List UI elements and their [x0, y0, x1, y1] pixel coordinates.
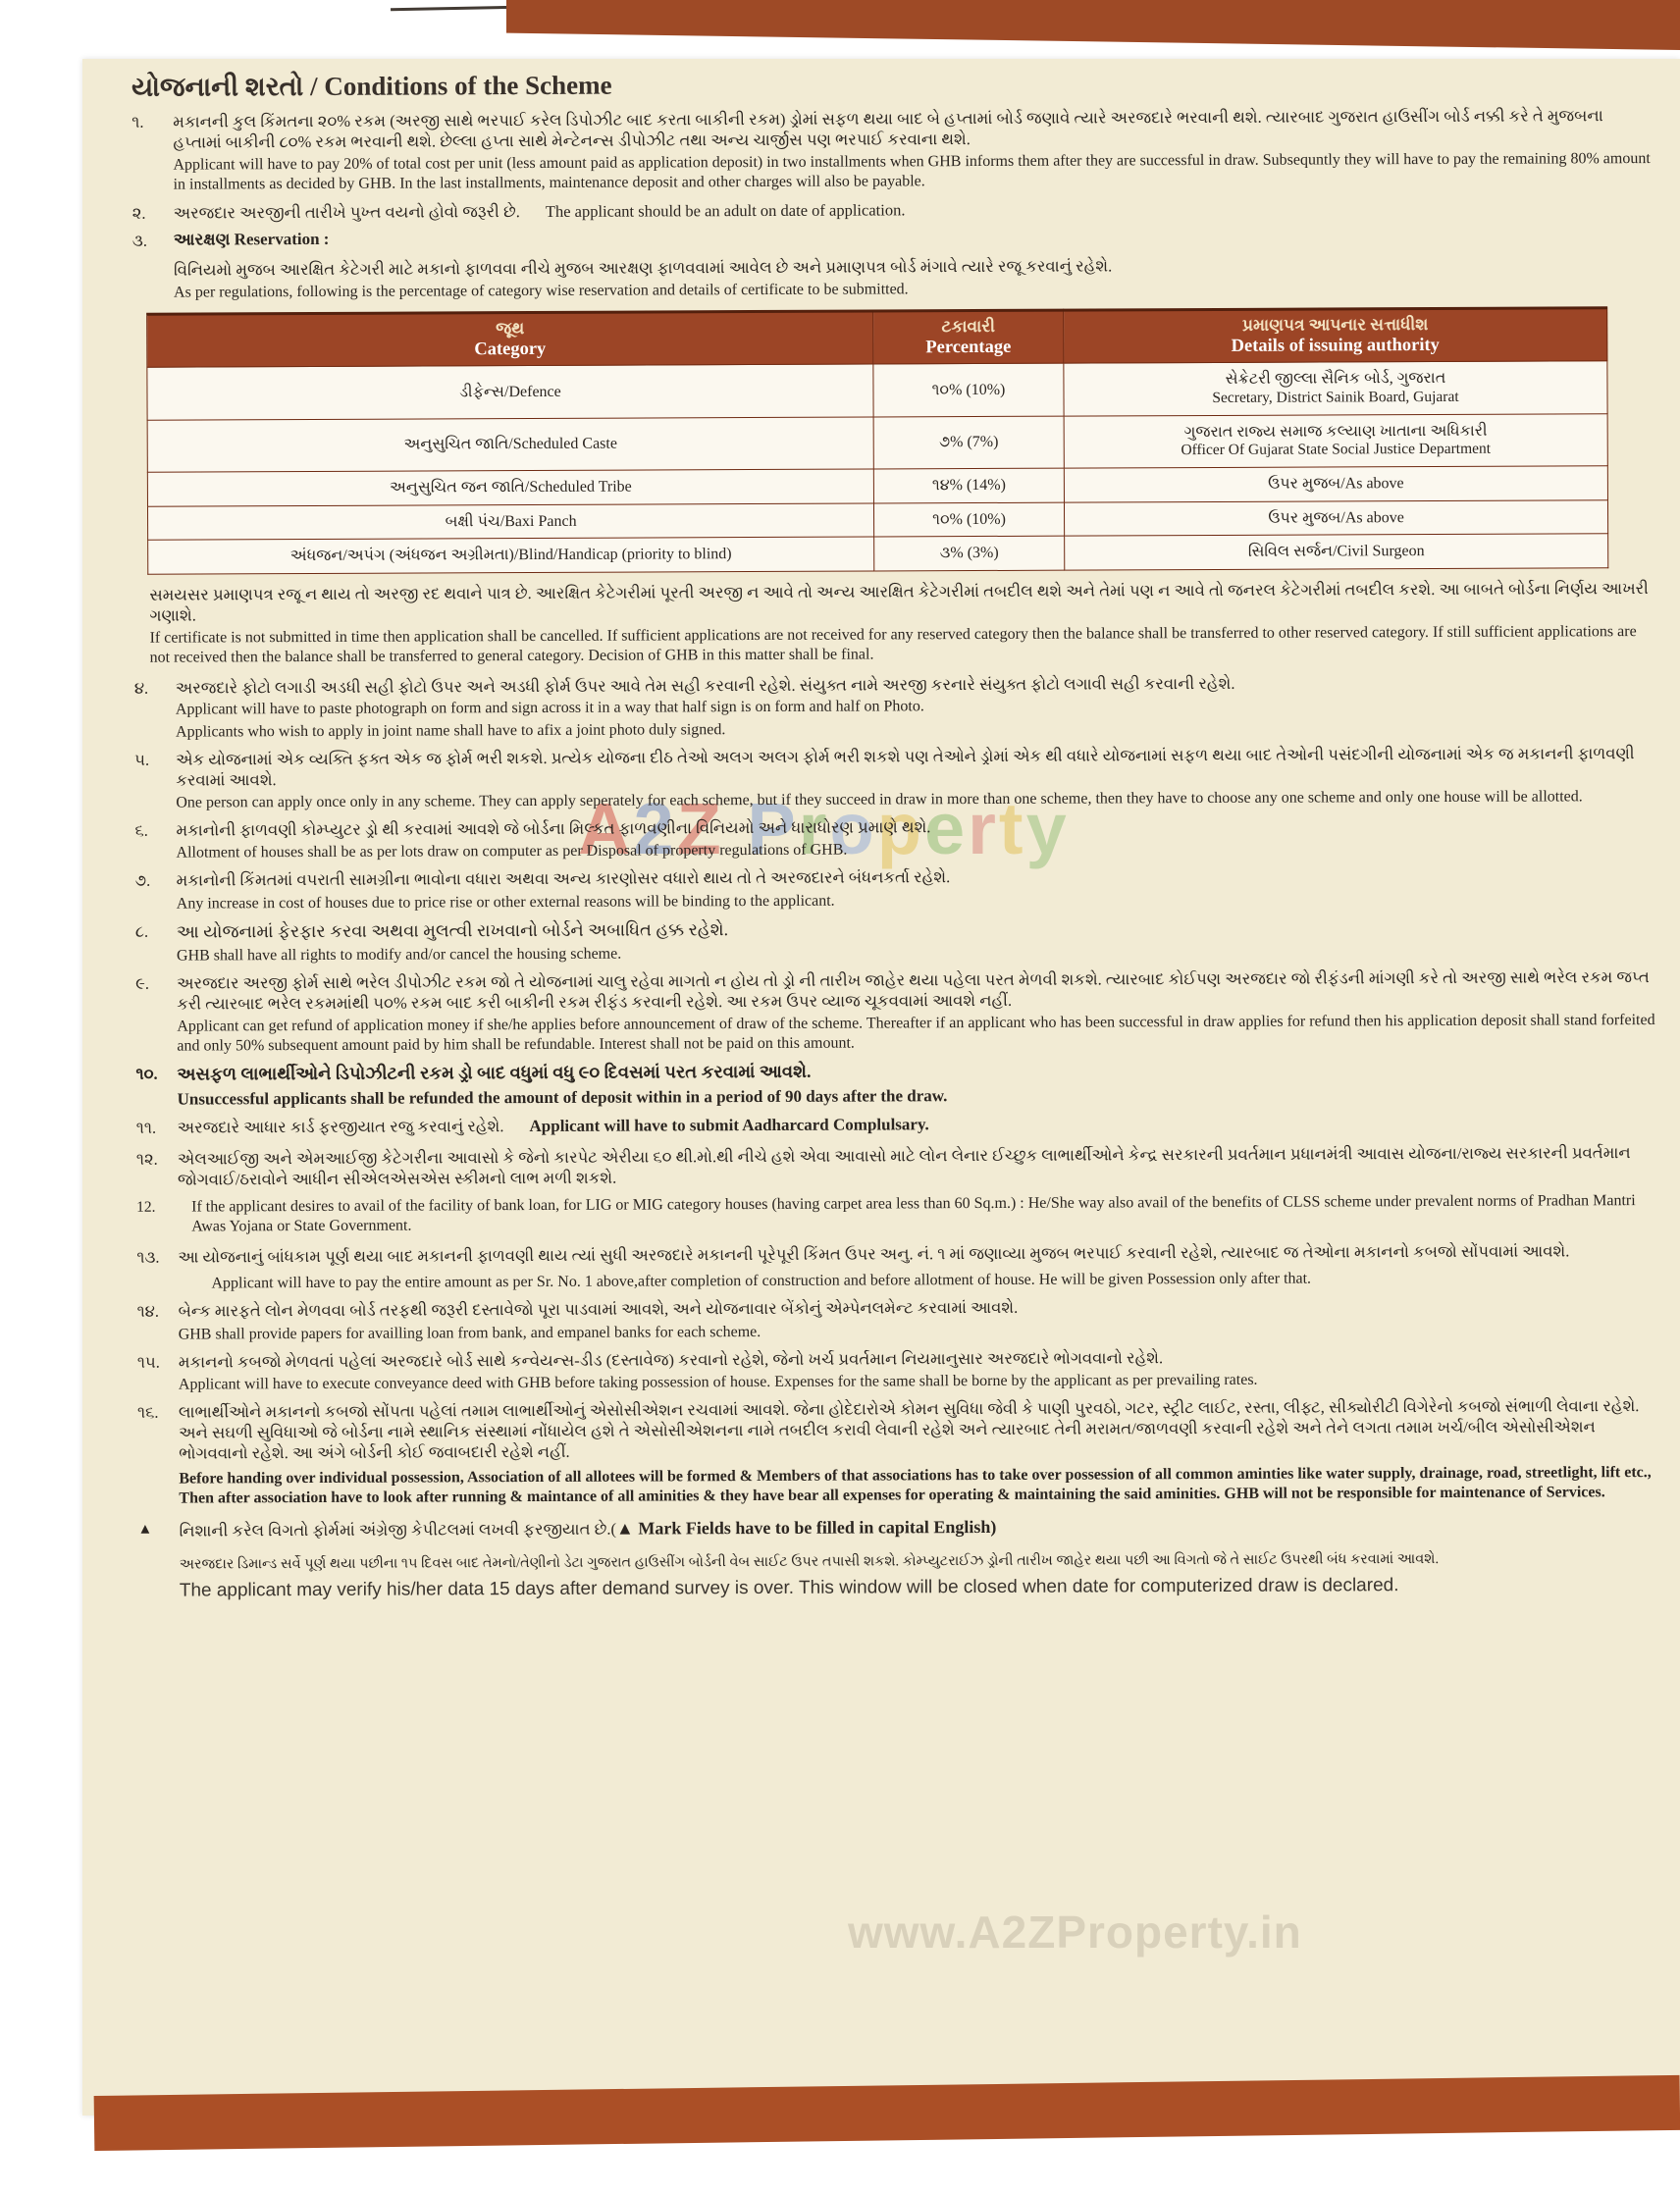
reservation-intro-gujarati: વિનિયમો મુજબ આરક્ષિત કેટેગરી માટે મકાનો ફાળવવા નીચે મુજબ આરક્ષણ ફાળવવામાં આવેલ છે અને પ્રમાણપત્ર બોર્ડ મંગાવે ત્યારે રજૂ કરવાનું રહેશે. — [173, 256, 1113, 280]
condition-15-english: Applicant will have to execute conveyance deed with GHB before taking possession of house. Expenses for the same shall be borne by the applicant as per prevailing rates. — [178, 1371, 1258, 1393]
reservation-heading-english: Reservation : — [234, 229, 330, 248]
a2z-url-watermark: www.A2ZProperty.in — [848, 1907, 1302, 1958]
condition-16-english: Before handing over individual possession, Association of all allotees will be formed & Members of that associations has to take over possession of all common aminties like water supply, drainage, road, streetlight, lift etc., Then after association have to look after running & maintance of all aminities & they have bear all expenses for operating & maintaining the said aminities. GHB will not be responsible for maintenance of Services. — [179, 1464, 1652, 1508]
cell-percentage: ૧૪% (14%) — [873, 468, 1064, 502]
condition-2-number: ૨. — [131, 203, 146, 223]
cell-authority: ગુજરાત રાજ્ય સમાજ કલ્યાણ ખાતાના અધિકારી Officer Of Gujarat State Social Justice Department — [1064, 414, 1607, 469]
condition-2-gujarati: અરજદાર અરજીની તારીખે પુખ્ત વયનો હોવો જરૂરી છે. — [173, 201, 520, 223]
condition-13-english: Applicant will have to pay the entire amount as per Sr. No. 1 above,after completion of construction and before allotment of house. He will be given Possession only after that. — [211, 1270, 1312, 1292]
condition-6-gujarati: મકાનોની ફાળવણી કોમ્પ્યુટર ડ્રો થી કરવામાં આવશે જે બોર્ડના મિલ્કત ફાળવણીના વિનિયમો અને ધારાધોરણ પ્રમાણે થશે. — [176, 817, 931, 840]
condition-5-english: One person can apply once only in any scheme. They can apply seperately for each scheme, but if they succeed in draw in more than one scheme, then they have to choose any one scheme and only one house will be allotted. — [176, 788, 1583, 811]
condition-5-gujarati: એક યોજનામાં એક વ્યક્તિ ફક્ત એક જ ફોર્મ ભરી શકશે. પ્રત્યેક યોજના દીઠ તેઓ અલગ અલગ ફોર્મ ભરી શકશે પણ તેઓને ડ્રોમાં એક થી વધારે યોજનામાં સફળ થયા બાદ તેઓની પસંદગીની યોજનામાં એક જ મકાનની ફાળવણી કરવામાં આવશે. — [176, 743, 1635, 790]
triangle-icon: ▲ — [137, 1521, 153, 1538]
page-title — [131, 66, 1654, 104]
condition-10-gujarati: અસફળ લાભાર્થીઓને ડિપોઝીટની રકમ ડ્રો બાદ વધુમાં વધુ ૯૦ દિવસમાં પરત કરવામાં આવશે. — [177, 1062, 812, 1085]
condition-4-english-2: Applicants who wish to apply in joint name shall have to afix a joint photo duly signed. — [175, 720, 726, 741]
condition-1 — [131, 105, 1654, 195]
condition-14 — [137, 1294, 1660, 1344]
condition-7-english: Any increase in cost of houses due to price rise or other external reasons will be binding to the applicant. — [176, 892, 835, 913]
condition-10 — [135, 1057, 1658, 1110]
mark-note-gujarati: નિશાની કરેલ વિગતો ફોર્મમાં અંગ્રેજી કેપીટલમાં લખવી ફરજીયાત છે.( — [179, 1519, 617, 1541]
footer-english: The applicant may verify his/her data 15 days after demand survey is over. This window will be closed when date for computerized draw is declared. — [179, 1575, 1399, 1602]
condition-12-number: ૧૨. — [135, 1149, 158, 1169]
condition-5 — [134, 743, 1657, 813]
condition-4-number: ૪. — [133, 679, 149, 699]
reservation-table — [146, 306, 1608, 574]
condition-16 — [137, 1395, 1660, 1509]
condition-11-number: ૧૧. — [135, 1118, 157, 1137]
table-note-english: If certificate is not submitted in time then application shall be cancelled. If sufficient applications are not received for any reserved category then the balance shall be transferred to other reserved category. If still sufficient applications are not received then the balance shall be transferred to general category. Decision of GHB in this matter shall be final. — [149, 623, 1637, 666]
condition-12-english-block — [136, 1191, 1659, 1237]
condition-8-english: GHB shall have all rights to modify and/or cancel the housing scheme. — [176, 945, 622, 965]
cell-category: અંધજન/અપંગ (અંધજન અગ્રીમતા)/Blind/Handicap (priority to blind) — [148, 537, 874, 574]
condition-13 — [136, 1240, 1659, 1294]
cell-percentage: ૭% (7%) — [873, 416, 1064, 469]
condition-4-english-1: Applicant will have to paste photograph on form and sign across it in a way that half sign is on form and half on Photo. — [175, 697, 924, 718]
condition-12-gujarati-block — [136, 1142, 1659, 1190]
title-divider: / — [309, 71, 318, 101]
condition-1-number: ૧. — [131, 112, 144, 131]
condition-11-gujarati: અરજદારે આધાર કાર્ડ ફરજીયાત રજુ કરવાનું રહેશે. — [177, 1117, 504, 1137]
cell-percentage: ૩% (3%) — [874, 536, 1065, 570]
condition-6-english: Allotment of houses shall be as per lots draw on computer as per Disposal of property regulations of GHB. — [176, 841, 848, 862]
condition-9-number: ૯. — [135, 973, 150, 993]
condition-16-number: ૧૬. — [136, 1402, 159, 1422]
condition-14-english: GHB shall provide papers for availling loan from bank, and empanel banks for each scheme. — [178, 1323, 761, 1343]
cell-category: બક્ષી પંચ/Baxi Panch — [147, 503, 873, 541]
condition-14-gujarati: બેન્ક મારફતે લોન મેળવવા બોર્ડ તરફથી જરૂરી દસ્તાવેજો પૂરા પાડવામાં આવશે, અને યોજનાવાર બેંકોનું એમ્પેનલમેન્ટ કરવામાં આવશે. — [178, 1298, 1019, 1322]
condition-3 — [132, 224, 1655, 303]
reservation-heading-gujarati: આરક્ષણ — [173, 229, 231, 249]
cell-percentage: ૧૦% (10%) — [873, 502, 1064, 537]
title-gujarati: યોજનાની શરતો — [131, 72, 304, 102]
condition-5-number: ૫. — [134, 750, 150, 769]
cell-percentage: ૧૦% (10%) — [873, 364, 1064, 417]
condition-11-english: Applicant will have to submit Aadharcard Complulsary. — [529, 1115, 929, 1135]
mark-note-english: ▲ Mark Fields have to be filled in capital English) — [615, 1516, 997, 1539]
cell-category: ડીફેન્સ/Defence — [147, 364, 873, 420]
header-authority: પ્રમાણપત્ર આપનાર સત્તાધીશ Details of issuing authority — [1064, 308, 1607, 364]
page-content — [82, 52, 1680, 1603]
condition-1-english: Applicant will have to pay 20% of total cost per unit (less amount paid as application deposit) in two installments when GHB informs them after they are successful in draw. Subsequntly they will have to pay the remaining 80% amount in installments as decided by GHB. In the last installments, maintenance deposit and other charges will also be payable. — [173, 150, 1651, 193]
condition-6 — [134, 813, 1657, 863]
condition-15 — [137, 1345, 1660, 1395]
condition-1-gujarati: મકાનની કુલ કિંમતના ૨૦% રકમ (અરજી સાથે ભરપાઈ કરેલ ડિપોઝીટ બાદ કરતા બાકીની રકમ) ડ્રોમાં સફળ થયા બાદ બે હપ્તામાં બોર્ડ જણાવે ત્યારે અરજદારે ભરવાની થશે. ત્યારબાદ ગુજરાત હાઉસીંગ બોર્ડ નક્કી કરે તે મુજબના હપ્તામાં બાકીની ૮૦% રકમ ભરવાની થશે. છેલ્લા હપ્તા સાથે મેન્ટેનન્સ ડીપોઝીટ તથા અન્ય ચાર્જીસ પણ ભરપાઈ કરવાના થશે. — [173, 106, 1603, 152]
condition-9-gujarati: અરજદાર અરજી ફોર્મ સાથે ભરેલ ડીપોઝીટ રકમ જો તે યોજનામાં ચાલુ રહેવા માગતો ન હોય તો ડ્રો ની તારીખ જાહેર થયા પહેલા પરત મેળવી શકશે. ત્યારબાદ કોઈપણ અરજદાર જો રીફંડની માંગણી કરે તો અરજી સાથે ભરેલ રકમ જપ્ત કરી ત્યારબાદ ભરેલ રકમમાંથી ૫૦% રકમ બાદ કરી બાકીની રકમ રીફંડ કરવાની રહેશે. આ રકમ ઉપર વ્યાજ ચૂકવવામાં આવશે નહીં. — [177, 966, 1650, 1014]
condition-8-gujarati: આ યોજનામાં ફેરફાર કરવા અથવા મુલત્વી રાખવાનો બોર્ડને અબાધિત હક્ક રહેશે. — [176, 918, 729, 942]
condition-4 — [134, 671, 1657, 742]
condition-9-english: Applicant can get refund of application money if she/he applies before announcement of draw of the scheme. Thereafter if an applicant who has been successful in draw applies for refund then his application deposit shall stand forfeited and only 50% subsequent amount paid by him shall be refundable. Interest shall not be paid on this amount. — [177, 1012, 1655, 1055]
table-header-row — [147, 308, 1607, 368]
cell-authority: ઉપર મુજબ/As above — [1064, 500, 1607, 537]
cell-authority: સિવિલ સર્જન/Civil Surgeon — [1065, 534, 1608, 570]
condition-8 — [135, 914, 1658, 966]
cell-authority: ઉપર મુજબ/As above — [1064, 466, 1607, 502]
condition-13-number: ૧૩. — [136, 1247, 160, 1267]
document-page — [82, 59, 1680, 2116]
table-row — [147, 414, 1607, 473]
condition-15-number: ૧૫. — [136, 1352, 160, 1372]
a2z-watermark: A2Z Property — [578, 788, 1070, 869]
condition-12-english: If the applicant desires to avail of the facility of bank loan, for LIG or MIG category houses (having carpet area less than 60 Sq.m.) : He/She way also avail of the benefits of CLSS scheme under prevalent norms of Pradhan Mantri Awas Yojana or State Government. — [191, 1191, 1636, 1235]
cell-authority: સેક્રેટરી જીલ્લા સૈનિક બોર્ડ, ગુજરાત Secretary, District Sainik Board, Gujarat — [1064, 361, 1607, 416]
condition-2 — [132, 196, 1655, 224]
table-row — [147, 361, 1607, 420]
condition-11 — [136, 1111, 1659, 1139]
condition-15-gujarati: મકાનનો કબજો મેળવતાં પહેલાં અરજદારે બોર્ડ સાથે કન્વેયન્સ-ડીડ (દસ્તાવેજ) કરવાનો રહેશે, જેનો ખર્ચ પ્રવર્તમાન નિયમાનુસાર અરજદારે ભોગવવાનો રહેશે. — [178, 1347, 1164, 1372]
mark-note — [137, 1513, 1660, 1542]
condition-12-gujarati: એલઆઈજી અને એમઆઈજી કેટેગરીના આવાસો કે જેનો કારપેટ એરીયા ૬૦ થી.મો.થી નીચે હશે એવા આવાસો માટે લોન લેનાર ઈચ્છુક લાભાર્થીઓને કેન્દ્ર સરકારની પ્રવર્તમાન પ્રધાનમંત્રી આવાસ યોજના/રાજ્ય સરકારની પ્રવર્તમાન જોગવાઈ/ઠરાવોને આધીન સીએલએસએસ સ્કીમનો લાભ મળી શકશે. — [177, 1142, 1631, 1189]
condition-13-gujarati: આ યોજનાનું બાંધકામ પૂર્ણ થયા બાદ મકાનની ફાળવણી થાય ત્યાં સુધી અરજદારે મકાનની પૂરેપૂરી કિંમત ઉપર અનુ. નં. ૧ માં જણાવ્યા મુજબ ભરપાઈ કરવાની રહેશે, ત્યારબાદ જ તેઓના મકાનનો કબજો સોંપવામાં આવશે. — [178, 1241, 1570, 1267]
condition-8-number: ૮. — [134, 921, 149, 941]
condition-16-gujarati: લાભાર્થીઓને મકાનનો કબજો સોંપતા પહેલાં તમામ લાભાર્થીઓનું એસોસીએશન રચવામાં આવશે. જેના હોદેદારોએ કોમન સુવિધા જેવી કે પાણી પુરવઠો, ગટર, સ્ટ્રીટ લાઈટ, રસ્તા, લીફ્ટ, સીક્યોરીટી વિગેરેનો કબજો સંભાળી લેવાના રહેશે. અને સઘળી સુવિધાઓ જે બોર્ડના નામે સ્થાનિક સંસ્થામાં નોંધાયેલ હશે તે એસોસીએશનના નામે તબદીલ કરાવી લેવાની રહેશે અને ત્યારબાદ તેની મરામત/જાળવણી કરવાની રહેશે અને તેને લગતા તમામ ખર્ચ/બીલ એસોસીએશન ભોગવવાનો રહેશે. આ અંગે બોર્ડની કોઈ જવાબદારી રહેશે નહીં. — [178, 1396, 1640, 1463]
condition-9 — [135, 966, 1658, 1057]
condition-7-number: ૭. — [134, 871, 151, 891]
table-note-gujarati: સમયસર પ્રમાણપત્ર રજૂ ન થાય તો અરજી રદ થવાને પાત્ર છે. આરક્ષિત કેટેગરીમાં પૂરતી અરજી ન આવે તો અન્ય આરક્ષિત કેટેગરીમાં તબદીલ થશે અને તેમાં પણ ન આવે તો જનરલ કેટેગરીમાં તબદીલ કરશે. આ બાબતે બોર્ડના નિર્ણય આખરી ગણાશે. — [149, 578, 1649, 625]
condition-10-number: ૧૦. — [135, 1065, 158, 1084]
condition-2-english: The applicant should be an adult on date of application. — [545, 199, 906, 221]
table-row — [148, 534, 1608, 574]
condition-7-gujarati: મકાનોની કિંમતમાં વપરાતી સામગ્રીના ભાવોના વધારા અથવા અન્ય કારણોસર વધારો થાય તો તે અરજદારને બંધનકર્તા રહેશે. — [176, 867, 951, 891]
table-note — [149, 578, 1656, 668]
footer-gujarati: અરજદાર ડિમાન્ડ સર્વે પૂર્ણ થયા પછીના ૧૫ દિવસ બાદ તેમનો/તેણીનો ડેટા ગુજરાત હાઉસીંગ બોર્ડની વેબ સાઈટ ઉપર તપાસી શકશે. કોમ્પ્યુટરાઈઝ ડ્રોની તારીખ જાહેર થયા પછી આ વિગતો જે તે સાઈટ ઉપરથી બંધ કરવામાં આવશે. — [179, 1550, 1440, 1573]
top-red-band — [506, 0, 1680, 57]
reservation-intro-english: As per regulations, following is the percentage of category wise reservation and details of certificate to be submitted. — [174, 281, 909, 301]
condition-4-gujarati: અરજદારે ફોટો લગાડી અડધી સહી ફોટો ઉપર અને અડધી ફોર્મ ઉપર આવે તેમ સહી કરવાની રહેશે. સંયુક્ત નામે અરજી કરનારે સંયુક્ત ફોટો લગાવી સહી કરવાની રહેશે. — [175, 674, 1235, 698]
header-percentage: ટકાવારી Percentage — [873, 310, 1064, 364]
condition-3-number: ૩. — [131, 231, 147, 250]
condition-7 — [135, 863, 1658, 914]
title-english: Conditions of the Scheme — [324, 70, 612, 101]
condition-12-english-number: 12. — [136, 1198, 156, 1216]
condition-10-english: Unsuccessful applicants shall be refunded the amount of deposit within in a period of 90 days after the draw. — [177, 1086, 948, 1110]
condition-6-number: ૬. — [134, 820, 148, 840]
header-category: જૂથ Category — [147, 311, 873, 368]
cell-category: અનુસુચિત જાતિ/Scheduled Caste — [147, 417, 873, 473]
condition-14-number: ૧૪. — [136, 1302, 160, 1322]
cell-category: અનુસુચિત જન જાતિ/Scheduled Tribe — [147, 469, 873, 506]
